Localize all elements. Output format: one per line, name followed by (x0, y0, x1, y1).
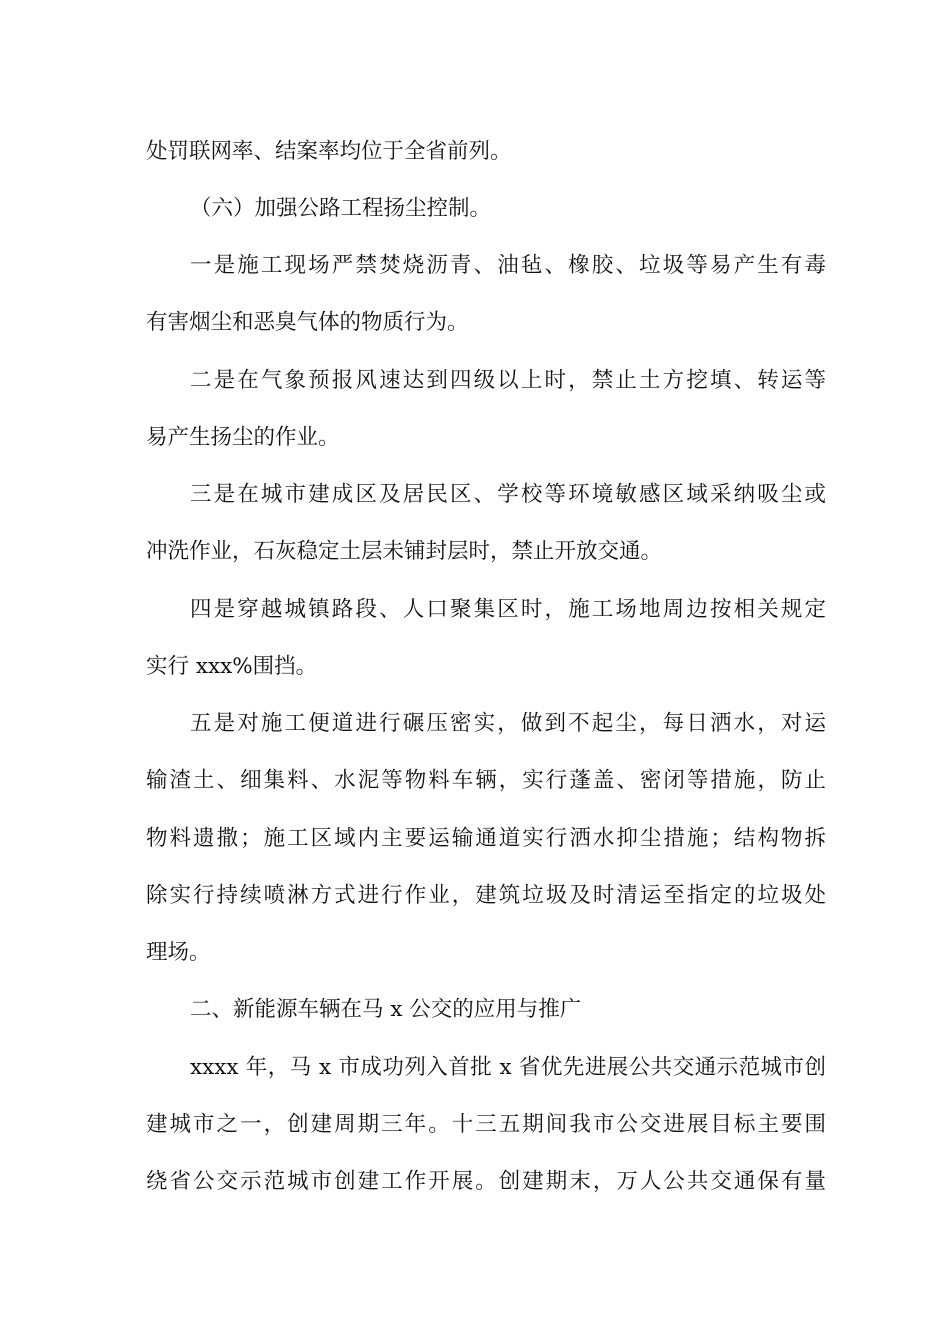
text-line: 三是在城市建成区及居民区、学校等环境敏感区域采纳吸尘或 (190, 482, 826, 507)
text-line: 冲洗作业，石灰稳定土层未铺封层时，禁止开放交通。 (146, 539, 663, 564)
text-line: 绕省公交示范城市创建工作开展。创建期末，万人公共交通保有量 (146, 1169, 826, 1194)
text-line: 易产生扬尘的作业。 (146, 425, 340, 450)
text-line: 物料遗撒；施工区域内主要运输通道实行洒水抑尘措施；结构物拆 (146, 826, 826, 851)
text-line: 建城市之一，创建周期三年。十三五期间我市公交进展目标主要围 (146, 1112, 826, 1137)
text-line: xxxx 年，马 x 市成功列入首批 x 省优先进展公共交通示范城市创 (190, 1055, 826, 1080)
section-heading: （六）加强公路工程扬尘控制。 (190, 196, 492, 221)
text-line: 实行 xxx%围挡。 (146, 654, 318, 679)
section-heading: 二、新能源车辆在马 x 公交的应用与推广 (190, 997, 582, 1022)
text-line: 二是在气象预报风速达到四级以上时，禁止土方挖填、转运等 (190, 368, 826, 393)
text-line: 一是施工现场严禁焚烧沥青、油毡、橡胶、垃圾等易产生有毒 (190, 253, 826, 278)
text-line: 除实行持续喷淋方式进行作业，建筑垃圾及时清运至指定的垃圾处 (146, 883, 826, 908)
text-line: 理场。 (146, 940, 211, 965)
text-line: 处罚联网率、结案率均位于全省前列。 (146, 139, 512, 164)
text-line: 四是穿越城镇路段、人口聚集区时，施工场地周边按相关规定 (190, 597, 826, 622)
text-line: 五是对施工便道进行碾压密实，做到不起尘，每日洒水，对运 (190, 711, 826, 736)
text-line: 有害烟尘和恶臭气体的物质行为。 (146, 310, 469, 335)
text-line: 输渣土、细集料、水泥等物料车辆，实行蓬盖、密闭等措施，防止 (146, 768, 826, 793)
